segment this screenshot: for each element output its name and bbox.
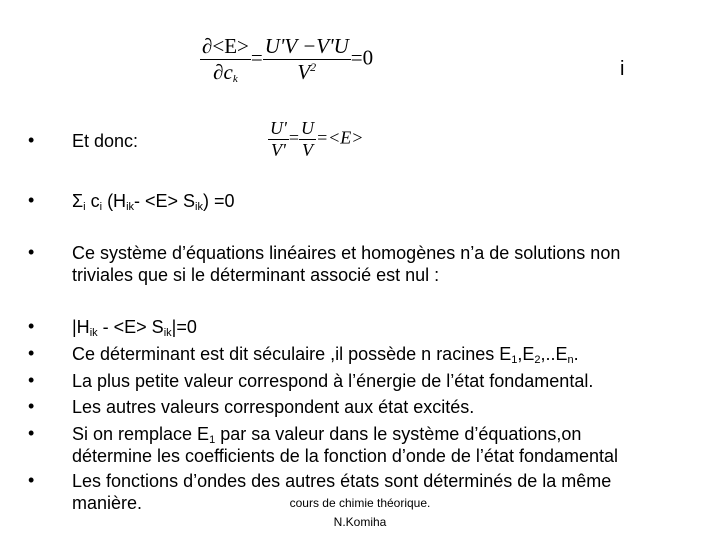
bullet-marker: • — [28, 423, 35, 443]
bullet-marker: • — [28, 190, 35, 210]
bullet-seculaire: Ce déterminant est dit séculaire ,il possède n racines $E_1,E_2,..E_n$. — [72, 344, 579, 366]
bullet-marker: • — [28, 396, 35, 416]
bullet-determinant-equation: $|H_{ik} - <E> S_{ik}|=0$ — [72, 317, 197, 339]
bullet-fondamental: La plus petite valeur correspond à l’énergie de l’état fondamental. — [72, 371, 594, 391]
side-note: i — [620, 58, 625, 80]
lhs-denominator: $\partial c_k$ — [213, 60, 238, 85]
bullet-autres-etats: Les fonctions d’ondes des autres états sont déterminés de la même manière. — [72, 471, 612, 513]
bullet-marker: • — [28, 242, 35, 262]
bullet-marker: • — [28, 470, 35, 490]
rhs-fraction — [263, 34, 351, 85]
bullet-marker: • — [28, 316, 35, 336]
lhs-numerator: ∂<E> — [202, 34, 249, 58]
ratio-equation: $\frac{U'}{V'}$ = $\frac{U}{V}$ =<E> — [270, 118, 364, 160]
footer-author: N.Komiha — [333, 515, 387, 529]
bullet-systeme: Ce système d’équations linéaires et homogènes n’a de solutions non triviales que si le déterminant associé est nul : — [72, 243, 621, 285]
bullet-sum-equation: $\Sigma_i$ $c_i$ $(H_{ik}- <E> S_{ik}) =0$ — [72, 191, 235, 213]
bullet-et-donc: Et donc: — [72, 131, 139, 151]
footer-course-title: cours de chimie théorique. — [289, 496, 431, 510]
lhs-fraction — [200, 34, 251, 85]
bullet-marker: • — [28, 130, 35, 150]
bullet-excites: Les autres valeurs correspondent aux état excités. — [72, 397, 475, 417]
bullet-marker: • — [28, 370, 35, 390]
bullet-marker: • — [28, 343, 35, 363]
partial-derivative-equation — [200, 34, 373, 85]
equals-sign: = — [250, 45, 263, 70]
bullet-remplace: Si on remplace $E_1$ par sa valeur dans le système d’équations,on détermine les coefficients de la fonction d’onde de l’état fondamental — [72, 424, 619, 466]
rhs-denominator: $V^2$ — [297, 60, 317, 84]
equals-zero: =0 — [350, 45, 374, 70]
rhs-numerator: U'V −V'U — [264, 34, 349, 58]
